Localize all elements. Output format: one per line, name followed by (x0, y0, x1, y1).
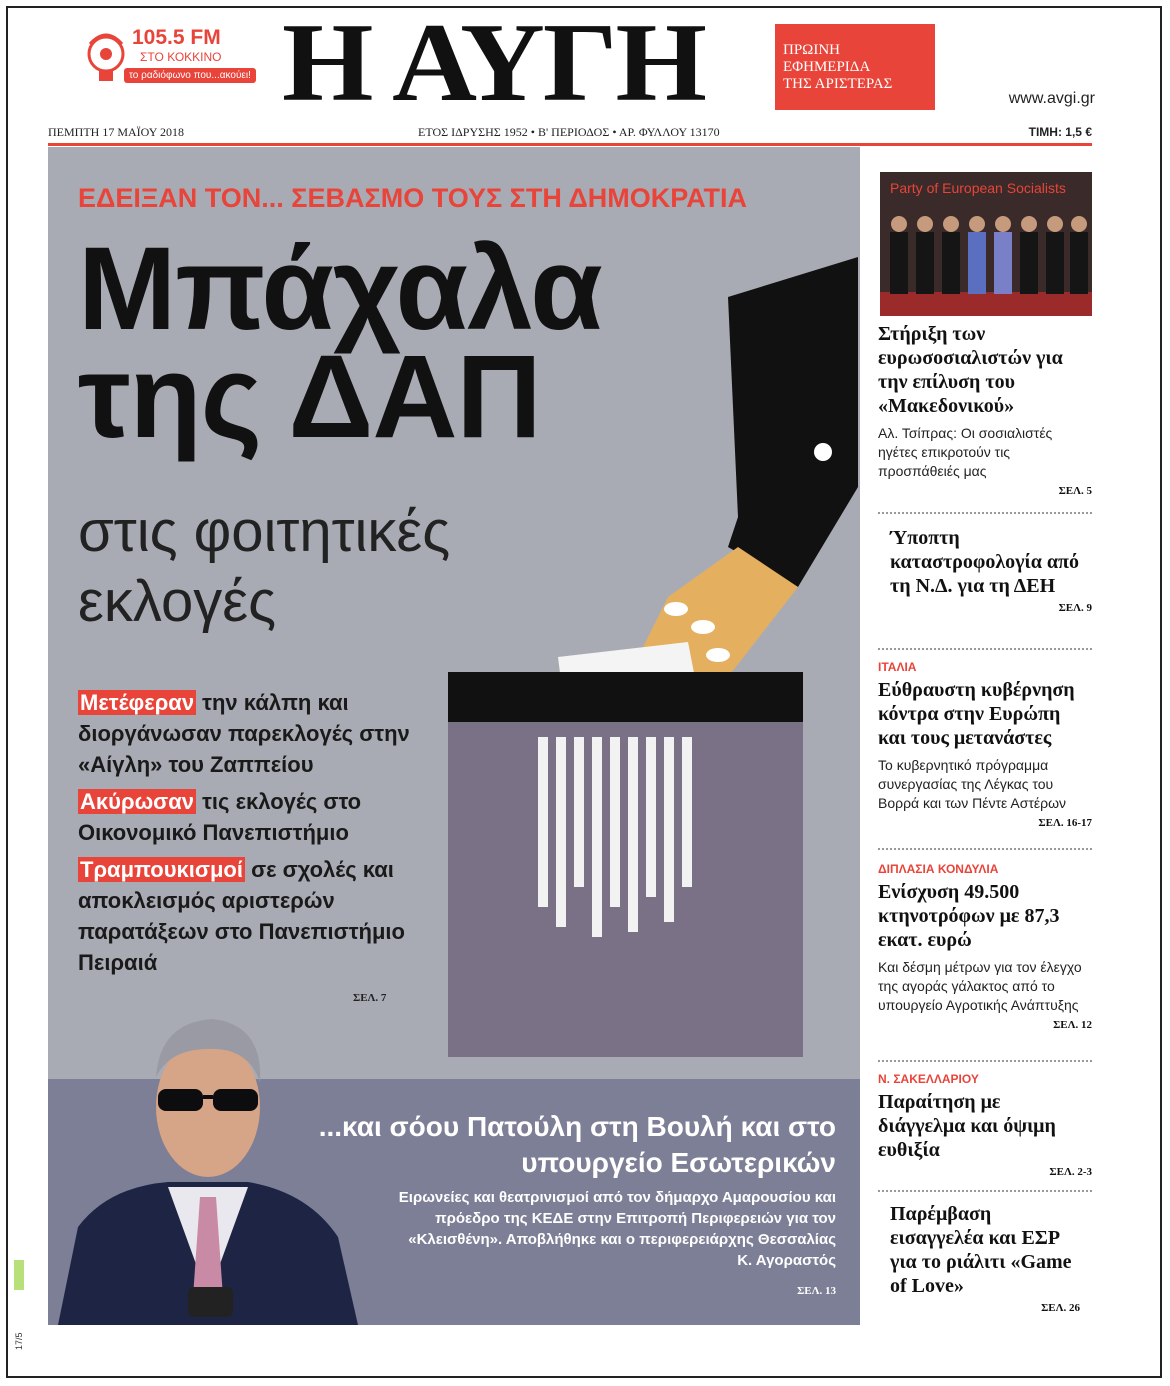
story-1-text: Αλ. Τσίπρας: Οι σοσιαλιστές ηγέτες επικροτούν τις προσπάθειές μας (878, 425, 1053, 479)
sidebar-story-6[interactable] (890, 1202, 1080, 1314)
story-5-page-ref: ΣΕΛ. 2-3 (1049, 1166, 1092, 1178)
story-2-page-ref: ΣΕΛ. 9 (1058, 602, 1092, 614)
patoulis-summary: Ειρωνείες και θεατρινισμοί από τον δήμαρχο Αμαρουσίου και πρόεδρο της ΚΕΔΕ στην Επιτροπή Περιφερειών για τον «Κλεισθένη». Αποβλήθηκε και ο περιφερειάρχης Θεσσαλίας Κ. Αγοραστός (398, 1189, 836, 1269)
story-5-title: Παραίτηση με διάγγελμα και όψιμη ευθιξία (878, 1091, 1056, 1161)
lead-bullets (78, 687, 428, 984)
radio-frequency: 105.5 FM (132, 26, 221, 49)
lead-subheadline-line-1: στις φοιτητικές (78, 499, 451, 564)
lead-bullet-3: Τραμπουκισμοί σε σχολές και αποκλεισμός αριστερών παρατάξεων στο Πανεπιστήμιο Πειραιά (78, 857, 405, 975)
tagline-line-3: ΤΗΣ ΑΡΙΣΤΕΡΑΣ (783, 76, 893, 92)
issue-date: ΠΕΜΠΤΗ 17 ΜΑΪΟΥ 2018 (48, 125, 184, 139)
lead-subheadline-line-2: εκλογές (78, 569, 277, 634)
sidebar-divider (878, 1060, 1092, 1062)
edge-label (14, 1260, 24, 1350)
politicians-group-icon (880, 202, 1092, 316)
story-3-title: Εύθραυστη κυβέρνηση κόντρα στην Ευρώπη και τους μετανάστες (878, 679, 1075, 749)
story-4-title: Ενίσχυση 49.500 κτηνοτρόφων με 87,3 εκατ. ευρώ (878, 881, 1060, 951)
story-6-page-ref: ΣΕΛ. 26 (1041, 1302, 1080, 1314)
sidebar-divider (878, 648, 1092, 650)
color-bar (14, 1260, 24, 1290)
sidebar-story-4[interactable] (878, 862, 1092, 1031)
sidebar-divider (878, 512, 1092, 514)
pes-photo-caption: Party of European Socialists (890, 180, 1066, 196)
lead-story[interactable] (48, 147, 860, 1325)
pes-photo (880, 172, 1092, 316)
sidebar-story-3[interactable] (878, 660, 1092, 829)
sidebar-story-5[interactable] (878, 1072, 1092, 1178)
issue-number: ΕΤΟΣ ΙΔΡΥΣΗΣ 1952 • Β' ΠΕΡΙΟΔΟΣ • ΑΡ. ΦΥΛΛΟΥ 13170 (418, 125, 720, 139)
sidebar-story-2[interactable] (890, 526, 1092, 614)
masthead-divider (48, 143, 1092, 146)
story-2-title: Ύποπτη καταστροφολογία από τη Ν.Δ. για τη ΔΕΗ (890, 527, 1080, 597)
info-bar (48, 123, 1092, 143)
story-5-tag: Ν. ΣΑΚΕΛΛΑΡΙΟΥ (878, 1072, 979, 1086)
tagline-line-2: ΕΦΗΜΕΡΙΔΑ (783, 59, 871, 75)
lead-bullet-1: Μετέφεραν την κάλπη και διοργάνωσαν παρεκλογές στην «Αίγλη» του Ζαππείου (78, 690, 410, 777)
radio-name: ΣΤΟ ΚΟΚΚΙΝΟ (140, 50, 222, 64)
story-6-title: Παρέμβαση εισαγγελέα και ΕΣΡ για το ριάλιτι «Game of Love» (890, 1203, 1072, 1297)
edge-date: 17/5 (14, 1332, 24, 1350)
story-4-text: Και δέσμη μέτρων για τον έλεγχο της αγοράς γάλακτος από το υπουργείο Αγροτικής Ανάπτυξης (878, 959, 1082, 1013)
story-1-page-ref: ΣΕΛ. 5 (1058, 485, 1092, 497)
ballot-shredder-illustration (428, 257, 858, 1057)
story-4-page-ref: ΣΕΛ. 12 (1053, 1019, 1092, 1031)
tagline-box (775, 24, 935, 110)
lead-page-ref: ΣΕΛ. 7 (353, 992, 387, 1004)
story-3-tag: ΙΤΑΛΙΑ (878, 660, 917, 674)
lead-headline-line-2: της ΔΑΠ (78, 331, 541, 463)
lead-headline-line-1: Μπάχαλα (78, 223, 602, 355)
tagline-line-1: ΠΡΩΙΝΗ (783, 42, 840, 58)
story-3-text: Το κυβερνητικό πρόγραμμα συνεργασίας της Λέγκας του Βορρά και των Πέντε Αστέρων (878, 757, 1066, 811)
lead-kicker: ΕΔΕΙΞΑΝ ΤΟΝ... ΣΕΒΑΣΜΟ ΤΟΥΣ ΣΤΗ ΔΗΜΟΚΡΑΤΙΑ (78, 183, 748, 213)
radio-slogan: το ραδιόφωνο που...ακούει! (124, 68, 256, 83)
story-3-page-ref: ΣΕΛ. 16-17 (1038, 817, 1092, 829)
website-link[interactable]: www.avgi.gr (1008, 90, 1095, 107)
sidebar-divider (878, 848, 1092, 850)
sidebar-divider (878, 1190, 1092, 1192)
issue-price: ΤΙΜΗ: 1,5 € (1028, 125, 1092, 139)
patoulis-headline: ...και σόου Πατούλη στη Βουλή και στο υπουργείο Εσωτερικών (318, 1111, 836, 1178)
newspaper-title: Η ΑΥΓΗ (282, 1, 705, 125)
patoulis-page-ref: ΣΕΛ. 13 (797, 1285, 836, 1297)
story-1-title: Στήριξη των ευρωσοσιαλιστών για την επίλυση του «Μακεδονικού» (878, 323, 1063, 417)
radio-logo[interactable] (80, 26, 250, 96)
sidebar-story-1[interactable] (878, 322, 1092, 497)
lead-bullet-2: Ακύρωσαν τις εκλογές στο Οικονομικό Πανεπιστήμιο (78, 789, 362, 845)
story-4-tag: ΔΙΠΛΑΣΙΑ ΚΟΝΔΥΛΙΑ (878, 862, 999, 876)
